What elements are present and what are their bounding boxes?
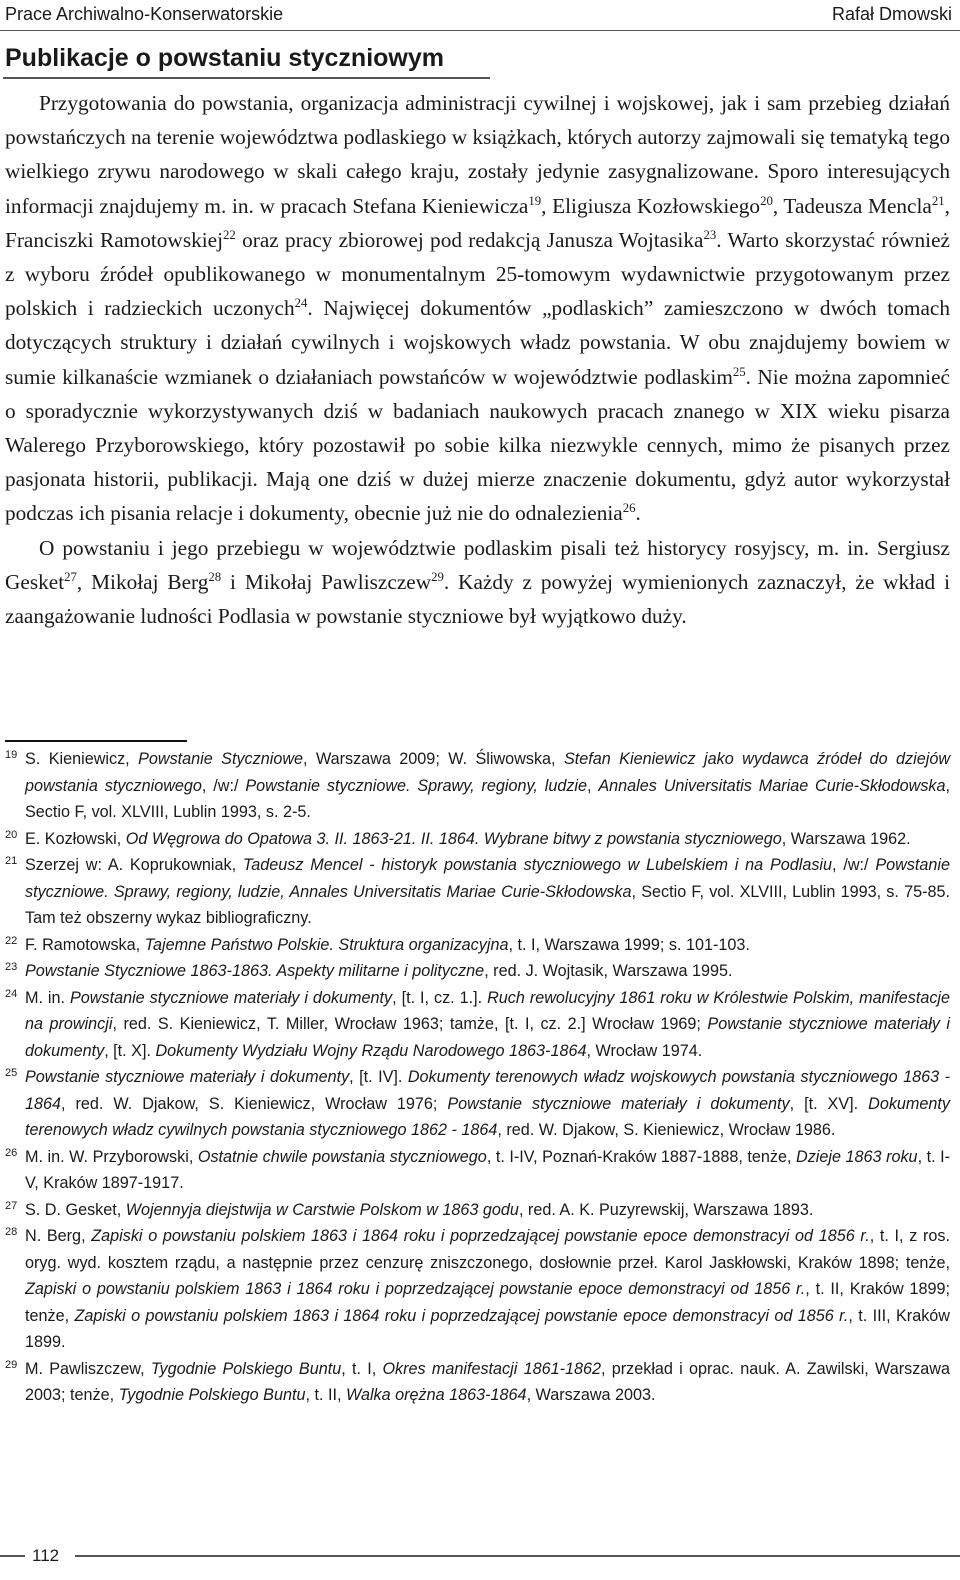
- footnote-number: 21: [5, 855, 18, 867]
- footnote-number: 27: [5, 1199, 18, 1212]
- footnote-text: , t. II, Kraków 1899; tenże,: [25, 1280, 950, 1325]
- footnote-text: , red. W. Djakow, S. Kieniewicz, Wrocław 1976;: [61, 1094, 448, 1113]
- footnote-text: , /w:/: [201, 776, 246, 795]
- author-name: Rafał Dmowski: [831, 4, 952, 24]
- footnote-italic-text: Tygodnie Polskiego Buntu: [150, 1359, 342, 1378]
- footnotes-list: [5, 746, 950, 1409]
- footnote-ref-23[interactable]: 23: [703, 227, 717, 242]
- running-head: [5, 3, 952, 25]
- footnote-number: 22: [5, 934, 18, 947]
- footnote-italic-text: Powstanie styczniowe materiały i dokumenty: [25, 1068, 350, 1086]
- footnote-text: , Wrocław 1974.: [586, 1041, 703, 1060]
- footnote-italic-text: Od Węgrowa do Opatowa 3. II. 1863-21. II. 1864. Wybrane bitwy z powstania styczniowego: [125, 829, 782, 848]
- footnote-italic-text: Powstanie styczniowe. Sprawy, regiony, ludzie: [245, 776, 588, 795]
- footnote-text: N. Berg,: [25, 1227, 92, 1245]
- footnote-italic-text: Okres manifestacji 1861-1862: [382, 1359, 601, 1378]
- footnote-text: , t. III, Kraków 1899.: [25, 1306, 950, 1351]
- section-title: Publikacje o powstaniu styczniowym: [5, 44, 444, 72]
- footnote-text: M. Pawliszczew,: [25, 1359, 151, 1378]
- footnote-italic-text: Powstanie styczniowe materiały i dokumenty: [25, 1015, 951, 1060]
- paragraph-2: [5, 531, 950, 634]
- text-run: . Najwięcej dokumentów „podlaskich” zamieszczono w dwóch tomach dotyczących struktury i działań cywilnych i wojskowych władz powstania. W obu znajdujemy bowiem w sumie kilkanaście wzmianek o działaniach powstańców w województwie podlaskim: [5, 296, 950, 389]
- footnote-italic-text: Dokumenty terenowych władz wojskowych powstania styczniowego 1863 - 1864: [25, 1068, 950, 1113]
- footnote-ref-21[interactable]: 21: [931, 193, 945, 208]
- footnote-text: , Sectio F, vol. XLVIII, Lublin 1993, s. 75-85. Tam też obszerny wykaz bibliograficzny.: [25, 882, 950, 927]
- footnote-27: [5, 1197, 950, 1224]
- footnote-25: [5, 1064, 950, 1144]
- footnote-italic-text: Stefan Kieniewicz jako wydawca źródeł do dziejów powstania styczniowego: [25, 750, 951, 795]
- footnote-italic-text: Powstanie styczniowe. Sprawy, regiony, ludzie, Annales Universitatis Mariae Curie-Skłodowska: [25, 856, 950, 901]
- page-footer: [0, 1543, 960, 1573]
- footnote-ref-29[interactable]: 29: [431, 569, 444, 584]
- footnote-italic-text: Tygodnie Polskiego Buntu: [118, 1386, 306, 1404]
- footnote-text: , t. I,: [341, 1359, 383, 1378]
- text-run: .: [635, 501, 641, 526]
- footnote-italic-text: Dokumenty terenowych władz cywilnych powstania styczniowego 1862 - 1864: [25, 1094, 950, 1139]
- footnote-text: , [t. X].: [104, 1041, 156, 1060]
- footnote-text: E. Kozłowski,: [25, 829, 126, 848]
- footnote-ref-26[interactable]: 26: [622, 501, 636, 516]
- body-text: [5, 86, 950, 633]
- footnote-22: [5, 932, 950, 959]
- text-run: , Eligiusza Kozłowskiego: [541, 193, 761, 218]
- footnote-text: , [t. I, cz. 1.].: [392, 988, 488, 1007]
- text-run: Przygotowania do powstania, organizacja administracji cywilnej i wojskowej, jak i sam przebieg działań powstańczych na terenie województwa podlaskiego w książkach, których autorzy zajmowali się tematyką tego wielkiego zrywu narodowego w skali całego kraju, zostały jedynie zasygnalizowane. Sporo interesujących informacji znajdujemy m. in. w pracach Stefana Kieniewicza: [5, 91, 950, 218]
- footnote-text: , przekład i oprac. nauk. A. Zawilski, Warszawa 2003; tenże,: [25, 1359, 951, 1404]
- footnote-italic-text: Dokumenty Wydziału Wojny Rządu Narodowego 1863-1864: [155, 1041, 587, 1060]
- footnote-italic-text: Wojennyja diejstwija w Carstwie Polskom w 1863 godu: [125, 1200, 519, 1219]
- footnote-number: 29: [5, 1358, 18, 1371]
- footnote-italic-text: Zapiski o powstaniu polskiem 1863 i 1864 roku i poprzedzającej powstanie epoce demonstracyi od 1856 r.: [91, 1227, 870, 1245]
- footnote-number: 24: [5, 987, 18, 1000]
- footnote-21: [5, 852, 950, 932]
- title-underline: [3, 77, 490, 79]
- footnote-number: 23: [5, 961, 18, 973]
- footnote-text: S. D. Gesket,: [25, 1200, 126, 1219]
- footnote-text: , Sectio F, vol. XLVIII, Lublin 1993, s. 2-5.: [25, 776, 951, 821]
- footnote-italic-text: Tajemne Państwo Polskie. Struktura organizacyjna: [144, 935, 509, 954]
- text-run: O powstaniu i jego przebiegu w województwie podlaskim pisali też historycy rosyjscy, m. in. Sergiusz Gesket: [5, 535, 950, 594]
- footnote-28: [5, 1223, 950, 1356]
- text-run: oraz pracy zbiorowej pod redakcją Janusza Wojtasika: [235, 227, 704, 252]
- footnote-text: F. Ramotowska,: [25, 935, 145, 954]
- footnote-ref-28[interactable]: 28: [208, 569, 222, 584]
- footnote-text: , /w:/: [832, 856, 876, 874]
- footnote-number: 19: [5, 749, 18, 761]
- footnote-text: , [t. IV].: [349, 1068, 408, 1086]
- footnote-ref-19[interactable]: 19: [528, 193, 542, 208]
- footnote-italic-text: Ostatnie chwile powstania styczniowego: [197, 1147, 487, 1166]
- footnote-19: [5, 746, 950, 826]
- footnote-text: , t. I, z ros. oryg. wyd. kosztem rządu, a następnie przez cenzurę zniszczonego, dosłownie przeł. Karol Jaskłowski, Kraków 1898; tenże,: [25, 1227, 951, 1272]
- footnote-text: , t. I-IV, Poznań-Kraków 1887-1888, tenże,: [486, 1147, 796, 1166]
- footnote-italic-text: Powstanie styczniowe materiały i dokumenty: [70, 988, 393, 1007]
- footnote-number: 28: [5, 1226, 18, 1238]
- footnote-ref-22[interactable]: 22: [223, 227, 236, 242]
- footnote-ref-24[interactable]: 24: [294, 296, 308, 311]
- footnote-italic-text: Dzieje 1863 roku: [796, 1147, 918, 1166]
- footnote-italic-text: Powstanie Styczniowe 1863-1863. Aspekty militarne i polityczne: [25, 962, 485, 980]
- footnote-ref-20[interactable]: 20: [760, 193, 773, 208]
- footnote-text: , red. J. Wojtasik, Warszawa 1995.: [484, 962, 733, 980]
- footnote-text: , Warszawa 1962.: [781, 829, 911, 848]
- footnote-ref-25[interactable]: 25: [732, 364, 746, 379]
- footnote-italic-text: Zapiski o powstaniu polskiem 1863 i 1864 roku i poprzedzającej powstanie epoce demonstracyi od 1856 r.: [25, 1280, 806, 1298]
- footer-rule-right: [75, 1555, 960, 1557]
- text-run: , Franciszki Ramotowskiej: [5, 193, 950, 252]
- footnote-text: Szerzej w: A. Koprukowniak,: [25, 856, 243, 874]
- footnote-number: 26: [5, 1146, 18, 1159]
- text-run: . Nie można zapomnieć o sporadycznie wykorzystywanych dziś w badaniach naukowych pracach znanego w XIX wieku pisarza Walerego Przyborowskiego, który pozostawił po sobie kilka niezwykle cennych, mimo że pisanych przez pasjonata historii, publikacji. Mają one dziś w dużej mierze znaczenie dokumentu, gdyż autor wykorzystał podczas ich pisania relacje i dokumenty, obecnie już nie do odnalezienia: [5, 364, 951, 526]
- footnote-24: [5, 985, 950, 1065]
- footnote-italic-text: Ruch rewolucyjny 1861 roku w Królestwie Polskim, manifestacje na prowincji: [25, 988, 951, 1033]
- footnote-text: , [t. XV].: [789, 1094, 869, 1113]
- footnote-italic-text: Tadeusz Mencel - historyk powstania styczniowego w Lubelskiem i na Podlasiu: [242, 856, 833, 874]
- footnote-ref-27[interactable]: 27: [64, 569, 77, 584]
- footnote-number: 25: [5, 1067, 18, 1079]
- footnote-text: , Warszawa 2003.: [526, 1386, 656, 1404]
- text-run: , Mikołaj Berg: [76, 569, 209, 594]
- header-rule: [0, 30, 960, 31]
- footnote-26: [5, 1144, 950, 1197]
- footnote-number: 20: [5, 828, 18, 841]
- footnote-text: ,: [587, 776, 599, 795]
- page-number: 112: [32, 1546, 60, 1565]
- footnote-text: , Warszawa 2009; W. Śliwowska,: [303, 750, 564, 768]
- footnote-text: , t. II,: [305, 1386, 346, 1404]
- footnote-italic-text: Walka orężna 1863-1864: [345, 1386, 527, 1404]
- footnote-separator: [5, 740, 187, 742]
- footnote-29: [5, 1356, 950, 1409]
- text-run: . Warto skorzystać również z wyboru źródeł opublikowanego w monumentalnym 25-tomowym wydawnictwie przygotowanym przez polskich i radzieckich uczonych: [5, 227, 950, 321]
- footnote-text: , red. S. Kieniewicz, T. Miller, Wrocław 1963; tamże, [t. I, cz. 2.] Wrocław 1969;: [112, 1015, 708, 1033]
- footnote-italic-text: Zapiski o powstaniu polskiem 1863 i 1864 roku i poprzedzającej powstanie epoce demonstracyi od 1856 r.: [74, 1306, 849, 1325]
- footnote-text: , t. I-V, Kraków 1897-1917.: [25, 1147, 951, 1192]
- footnote-20: [5, 826, 950, 853]
- footnote-text: , red. W. Djakow, S. Kieniewicz, Wrocław 1986.: [497, 1121, 836, 1139]
- footnote-text: , t. I, Warszawa 1999; s. 101-103.: [508, 935, 750, 954]
- footnote-text: M. in. W. Przyborowski,: [25, 1147, 198, 1166]
- text-run: . Każdy z powyżej wymienionych zaznaczył, że wkład i zaangażowanie ludności Podlasia w powstanie styczniowe był wyjątkowo duży.: [5, 569, 950, 629]
- footnote-italic-text: Powstanie styczniowe materiały i dokumenty: [447, 1094, 790, 1113]
- footer-rule-left: [0, 1555, 25, 1557]
- text-run: i Mikołaj Pawliszczew: [221, 569, 432, 594]
- footnote-italic-text: Annales Universitatis Mariae Curie-Skłodowska: [598, 776, 946, 795]
- footnote-text: M. in.: [25, 988, 70, 1007]
- footnote-italic-text: Powstanie Styczniowe: [138, 750, 304, 768]
- footnote-text: , red. A. K. Puzyrewskij, Warszawa 1893.: [518, 1200, 814, 1219]
- journal-title: Prace Archiwalno-Konserwatorskie: [5, 4, 284, 24]
- paragraph-1: [5, 86, 950, 531]
- text-run: , Tadeusza Mencla: [772, 193, 932, 218]
- footnote-text: S. Kieniewicz,: [25, 750, 139, 768]
- footnote-23: [5, 958, 950, 985]
